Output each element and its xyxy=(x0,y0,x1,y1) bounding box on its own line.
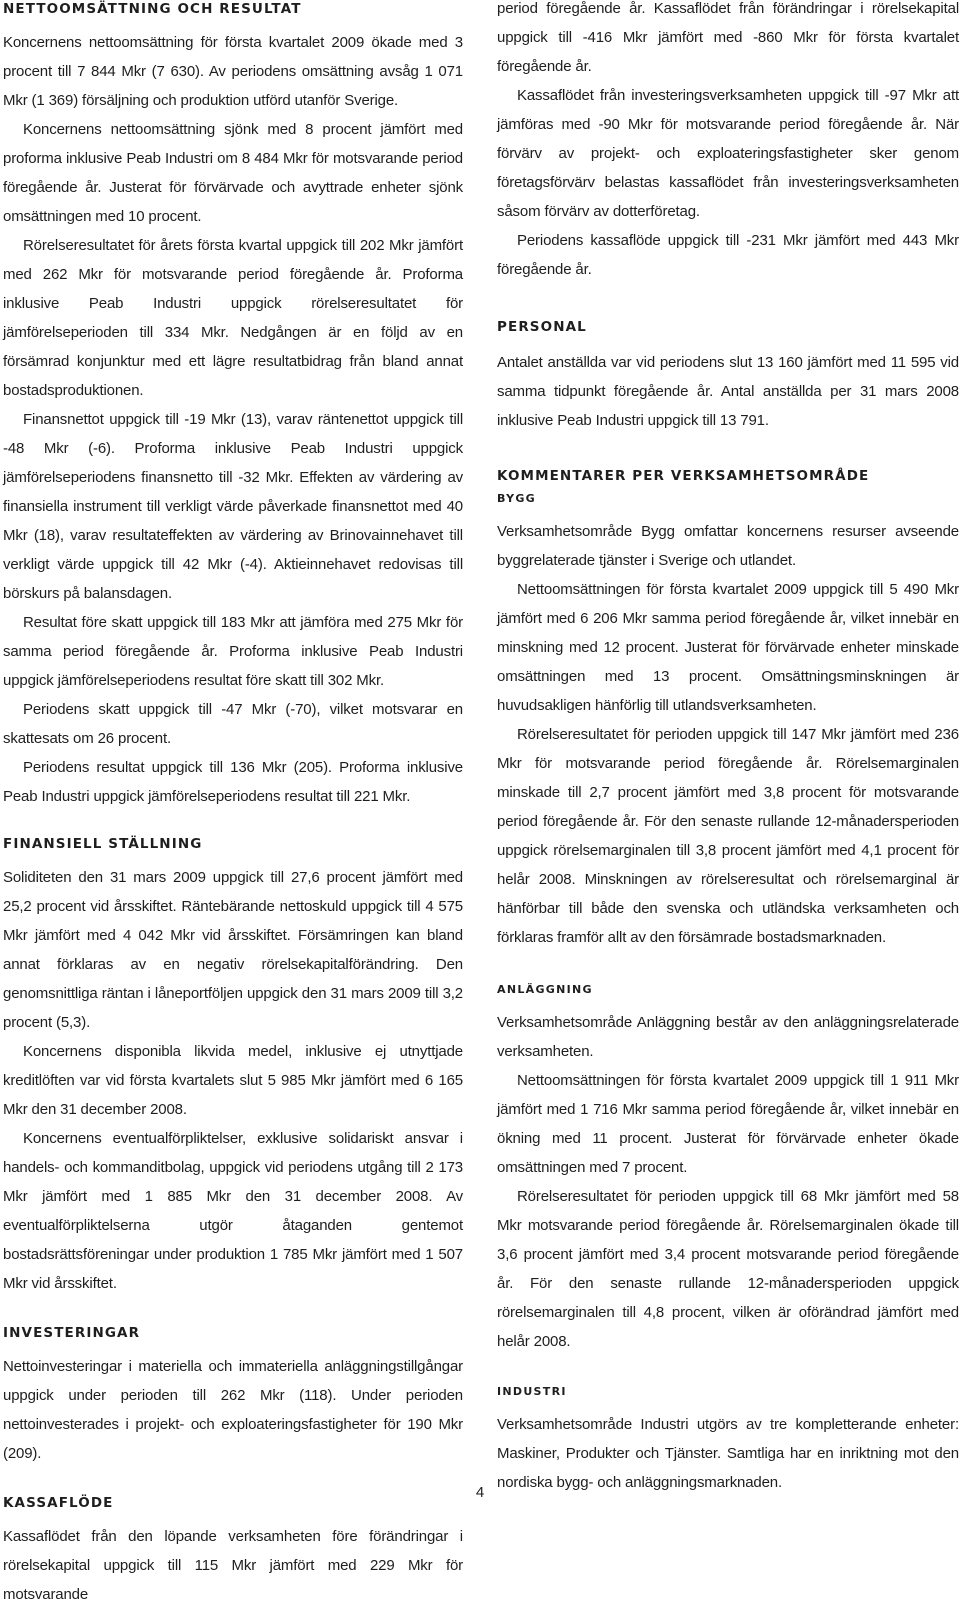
paragraph: Resultat före skatt uppgick till 183 Mkr att jämföra med 275 Mkr för samma period föregående år. Proforma inklusive Peab Industri uppgick jämförelseperiodens resultat före skatt till 302 Mkr. xyxy=(3,614,463,689)
paragraph: Finansnettot uppgick till -19 Mkr (13), varav räntenettot uppgick till -48 Mkr (-6). Proforma inklusive Peab Industri uppgick jämförelseperiodens finansnetto till -32 Mkr. Effekten av värdering av finansiella instrument till verkligt värde påverkade finansnettot med 40 Mkr (18), varav resultateffekten av värdering av Brinovainnehavet till verkligt värde uppgick till 42 Mkr (-4). Aktieinnehavet redovisas till börskurs på balansdagen. xyxy=(3,411,463,602)
section-nettoomsattning xyxy=(3,0,463,811)
paragraph: Antalet anställda var vid periodens slut 13 160 jämfört med 11 595 vid samma tidpunkt föregående år. Antal anställda per 31 mars 2008 inklusive Peab Industri uppgick till 13 791. xyxy=(497,354,959,429)
right-column xyxy=(497,0,959,1497)
section-kassaflode-continued xyxy=(497,0,959,284)
paragraph: Nettoomsättningen för första kvartalet 2009 uppgick till 1 911 Mkr jämfört med 1 716 Mkr samma period föregående år, vilket innebär en ökning med 11 procent. Justerat för förvärvade enheter ökade omsättningen med 7 procent. xyxy=(497,1072,959,1176)
paragraph: Rörelseresultatet för perioden uppgick till 68 Mkr jämfört med 58 Mkr motsvarande period föregående år. Rörelsemarginalen ökade till 3,6 procent jämfört med 3,4 procent motsvarande period föregående år. För den senaste rullande 12-månadersperioden uppgick rörelsemarginalen till 4,8 procent, vilken är oförändrad jämfört med helår 2008. xyxy=(497,1188,959,1350)
subheading-industri: INDUSTRI xyxy=(497,1385,567,1398)
paragraph: Kassaflödet från den löpande verksamheten före förändringar i rörelsekapital uppgick till 115 Mkr jämfört med 229 Mkr för motsvarande xyxy=(3,1528,463,1603)
paragraph: Koncernens eventualförpliktelser, exklusive solidariskt ansvar i handels- och kommanditbolag, uppgick vid periodens utgång till 2 173 Mkr jämfört med 1 885 Mkr den 31 december 2008. Av eventualförpliktelserna utgör åtaganden gentemot bostadsrättsföreningar under produktion 1 785 Mkr jämfört med 1 507 Mkr vid årsskiftet. xyxy=(3,1130,463,1292)
section-personal xyxy=(497,318,959,435)
paragraph: Verksamhetsområde Bygg omfattar koncernens resurser avseende byggrelaterade tjänster i Sverige och utlandet. xyxy=(497,523,959,569)
paragraph: Verksamhetsområde Industri utgörs av tre kompletterande enheter: Maskiner, Produkter och Tjänster. Samtliga har en inriktning mot den nordiska bygg- och anläggningsmarknaden. xyxy=(497,1416,959,1491)
paragraph: Periodens resultat uppgick till 136 Mkr (205). Proforma inklusive Peab Industri uppgick jämförelseperiodens resultat till 221 Mkr. xyxy=(3,759,463,805)
paragraph: Kassaflödet från investeringsverksamheten uppgick till -97 Mkr att jämföras med -90 Mkr för motsvarande period föregående år. När förvärv av projekt- och exploateringsfastigheter sker genom företagsförvärv belastas kassaflödet från investeringsverksamheten såsom förvärv av dotterföretag. xyxy=(497,87,959,220)
heading-kassaflode: KASSAFLÖDE xyxy=(3,1495,114,1511)
paragraph: Nettoinvesteringar i materiella och immateriella anläggningstillgångar uppgick under perioden till 262 Mkr (118). Under perioden nettoinvesterades i projekt- och exploateringsfastigheter för 190 Mkr (209). xyxy=(3,1358,463,1462)
paragraph: Koncernens nettoomsättning sjönk med 8 procent jämfört med proforma inklusive Peab Industri om 8 484 Mkr för motsvarande period föregående år. Justerat för förvärvade och avyttrade enheter sjönk omsättningen med 10 procent. xyxy=(3,121,463,225)
heading-personal: PERSONAL xyxy=(497,319,587,335)
paragraph: Rörelseresultatet för perioden uppgick till 147 Mkr jämfört med 236 Mkr för motsvarande period föregående år. Rörelsemarginalen minskade till 2,7 procent jämfört med 3,8 procent för motsvarande period föregående år. För den senaste rullande 12-månadersperioden uppgick rörelsemarginalen till 3,8 procent jämfört med 4,1 procent för helår 2008. Minskningen av rörelseresultat och rörelsemarginal är hänförbar till både den svenska och utländska verksamheten och förklaras framför allt av den försämrade bostadsmarknaden. xyxy=(497,726,959,946)
paragraph: Koncernens nettoomsättning för första kvartalet 2009 ökade med 3 procent till 7 844 Mkr (7 630). Av periodens omsättning avsåg 1 071 Mkr (1 369) försäljning och produktion utförd utanför Sverige. xyxy=(3,34,463,109)
left-column xyxy=(3,0,463,1609)
section-kassaflode xyxy=(3,1494,463,1609)
paragraph: Rörelseresultatet för årets första kvartal uppgick till 202 Mkr jämfört med 262 Mkr för motsvarande period föregående år. Proforma inklusive Peab Industri uppgick rörelseresultatet för jämförelseperioden till 334 Mkr. Nedgången är en följd av en försämrad konjunktur med ett lägre resultatbidrag från bland annat bostadsproduktionen. xyxy=(3,237,463,399)
heading-finansiell-stallning: FINANSIELL STÄLLNING xyxy=(3,836,203,852)
paragraph: Periodens skatt uppgick till -47 Mkr (-70), vilket motsvarar en skattesats om 26 procent. xyxy=(3,701,463,747)
heading-nettoomsattning: NETTOOMSÄTTNING OCH RESULTAT xyxy=(3,1,302,17)
paragraph: period föregående år. Kassaflödet från förändringar i rörelsekapital uppgick till -416 Mkr jämfört med -860 Mkr för första kvartalet föregående år. xyxy=(497,0,959,75)
paragraph: Verksamhetsområde Anläggning består av den anläggningsrelaterade verksamheten. xyxy=(497,1014,959,1060)
section-investeringar xyxy=(3,1324,463,1468)
heading-kommentarer: KOMMENTARER PER VERKSAMHETSOMRÅDE xyxy=(497,468,870,484)
subheading-bygg: BYGG xyxy=(497,492,537,505)
paragraph: Periodens kassaflöde uppgick till -231 Mkr jämfört med 443 Mkr föregående år. xyxy=(497,232,959,278)
heading-investeringar: INVESTERINGAR xyxy=(3,1325,141,1341)
paragraph: Nettoomsättningen för första kvartalet 2009 uppgick till 5 490 Mkr jämfört med 6 206 Mkr samma period föregående år, vilket innebär en minskning med 12 procent. Justerat för förvärvade enheter minskade omsättningen med 13 procent. Omsättningsminskningen är huvudsakligen hänförlig till utlandsverksamheten. xyxy=(497,581,959,714)
paragraph: Soliditeten den 31 mars 2009 uppgick till 27,6 procent jämfört med 25,2 procent vid årsskiftet. Räntebärande nettoskuld uppgick till 4 575 Mkr jämfört med 4 042 Mkr vid årsskiftet. Försämringen kan bland annat förklaras av en negativ rörelsekapitalförändring. Den genomsnittliga räntan i låneportföljen uppgick den 31 mars 2009 till 3,2 procent (5,3). xyxy=(3,869,463,1031)
page-number: 4 xyxy=(475,1484,485,1501)
paragraph: Koncernens disponibla likvida medel, inklusive ej utnyttjade kreditlöften var vid första kvartalets slut 5 985 Mkr jämfört med 6 165 Mkr den 31 december 2008. xyxy=(3,1043,463,1118)
section-kommentarer xyxy=(497,467,959,1497)
section-finansiell-stallning xyxy=(3,835,463,1298)
subheading-anlaggning: ANLÄGGNING xyxy=(497,983,593,996)
